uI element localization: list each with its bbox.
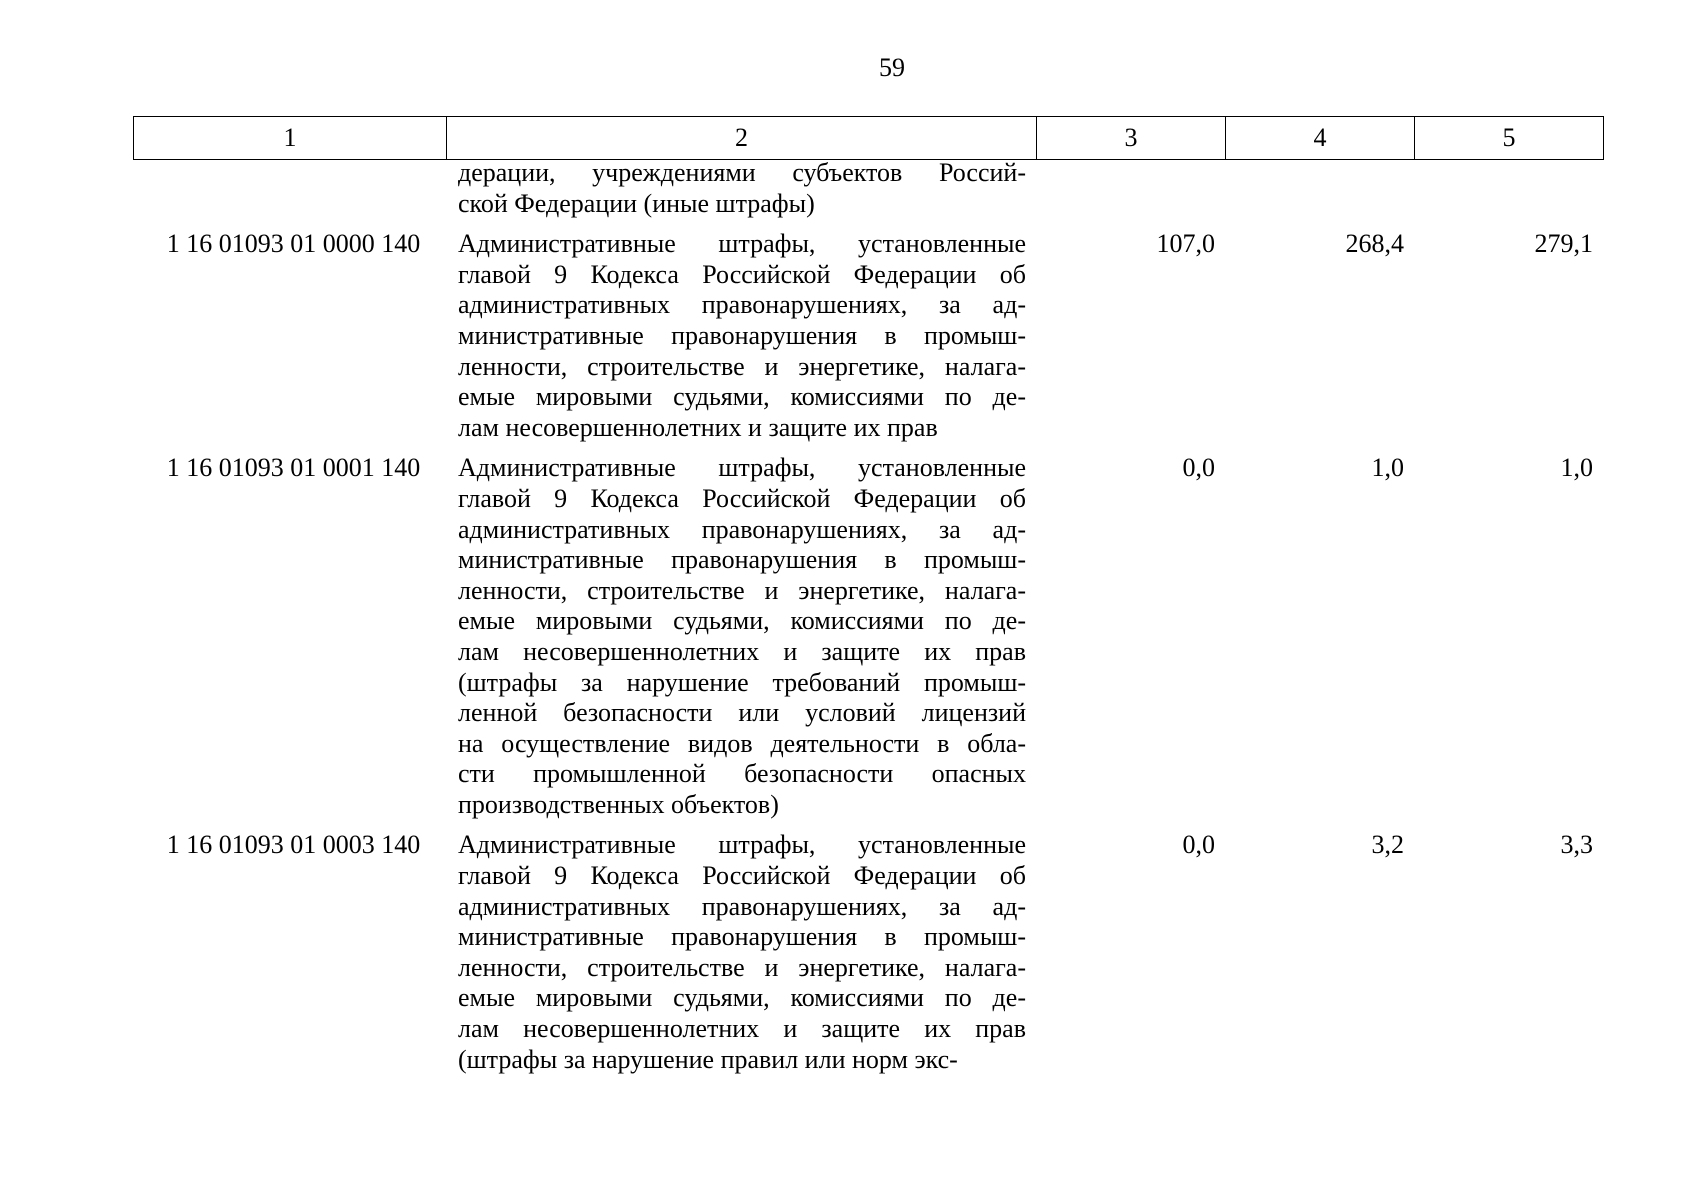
header-col-5: 5 (1415, 117, 1604, 160)
name-cell (446, 229, 1036, 453)
name-line: административных правонарушениях, за ад- (458, 514, 1026, 544)
name-line: емые мировыми судьями, комиссиями по де- (458, 606, 1026, 636)
name-line: ленной безопасности или условий лицензий (458, 698, 1026, 728)
name-line: сти промышленной безопасности опасных (458, 759, 1026, 789)
value-cell-5: 279,1 (1534, 229, 1593, 259)
code-cell: 1 16 01093 01 0003 140 (166, 830, 421, 860)
value-cell-5 (1414, 158, 1603, 229)
name-line: министративные правонарушения в промыш- (458, 922, 1026, 952)
name-line: административных правонарушениях, за ад- (458, 290, 1026, 320)
header-col-4: 4 (1226, 117, 1415, 160)
name-line: дерации, учреждениями субъектов Россий- (458, 158, 1026, 187)
name-line: (штрафы за нарушение правил или норм экс- (458, 1044, 958, 1074)
name-line: главой 9 Кодекса Российской Федерации об (458, 861, 1026, 891)
name-line: министративные правонарушения в промыш- (458, 545, 1026, 575)
name-cell (446, 453, 1036, 830)
name-line: емые мировыми судьями, комиссиями по де- (458, 983, 1026, 1013)
page-number: 59 (879, 53, 905, 82)
name-line: министративные правонарушения в промыш- (458, 320, 1026, 350)
table-row (133, 830, 1603, 1085)
name-line: ленности, строительстве и энергетике, налага- (458, 351, 1026, 381)
value-cell-4: 1,0 (1371, 453, 1404, 483)
name-line: ленности, строительстве и энергетике, налага- (458, 952, 1026, 982)
header-col-2: 2 (447, 117, 1037, 160)
name-line: на осуществление видов деятельности в обла- (458, 728, 1026, 758)
name-line: Административные штрафы, установленные (458, 830, 1026, 860)
name-line: производственных объектов) (458, 789, 779, 819)
name-line: лам несовершеннолетних и защите их прав (458, 636, 1026, 666)
code-cell: 1 16 01093 01 0000 140 (166, 229, 421, 259)
name-line: емые мировыми судьями, комиссиями по де- (458, 382, 1026, 412)
name-cell (446, 830, 1036, 1085)
value-cell-3: 0,0 (1182, 830, 1215, 860)
name-line: главой 9 Кодекса Российской Федерации об (458, 259, 1026, 289)
value-cell-5: 1,0 (1560, 453, 1593, 483)
code-cell (133, 158, 446, 229)
value-cell-4: 3,2 (1371, 830, 1404, 860)
name-line: лам несовершеннолетних и защите их прав (458, 412, 938, 442)
name-line: ленности, строительстве и энергетике, налага- (458, 575, 1026, 605)
name-line: ской Федерации (иные штрафы) (458, 188, 815, 218)
header-col-1: 1 (134, 117, 447, 160)
value-cell-4: 268,4 (1345, 229, 1404, 259)
table-row (133, 453, 1603, 830)
name-line: главой 9 Кодекса Российской Федерации об (458, 483, 1026, 513)
value-cell-3: 0,0 (1182, 453, 1215, 483)
name-line: административных правонарушениях, за ад- (458, 891, 1026, 921)
continuation-row (133, 158, 1603, 229)
value-cell-3 (1036, 158, 1225, 229)
name-cell (446, 158, 1036, 229)
table-header (133, 116, 1604, 160)
value-cell-4 (1225, 158, 1414, 229)
name-line: лам несовершеннолетних и защите их прав (458, 1014, 1026, 1044)
name-line: (штрафы за нарушение требований промыш- (458, 667, 1026, 697)
header-row (134, 117, 1604, 160)
table-row (133, 229, 1603, 453)
header-col-3: 3 (1037, 117, 1226, 160)
value-cell-3: 107,0 (1156, 229, 1215, 259)
name-line: Административные штрафы, установленные (458, 229, 1026, 259)
name-line: Административные штрафы, установленные (458, 453, 1026, 483)
code-cell: 1 16 01093 01 0001 140 (166, 453, 421, 483)
value-cell-5: 3,3 (1560, 830, 1593, 860)
table-body (133, 158, 1603, 1085)
